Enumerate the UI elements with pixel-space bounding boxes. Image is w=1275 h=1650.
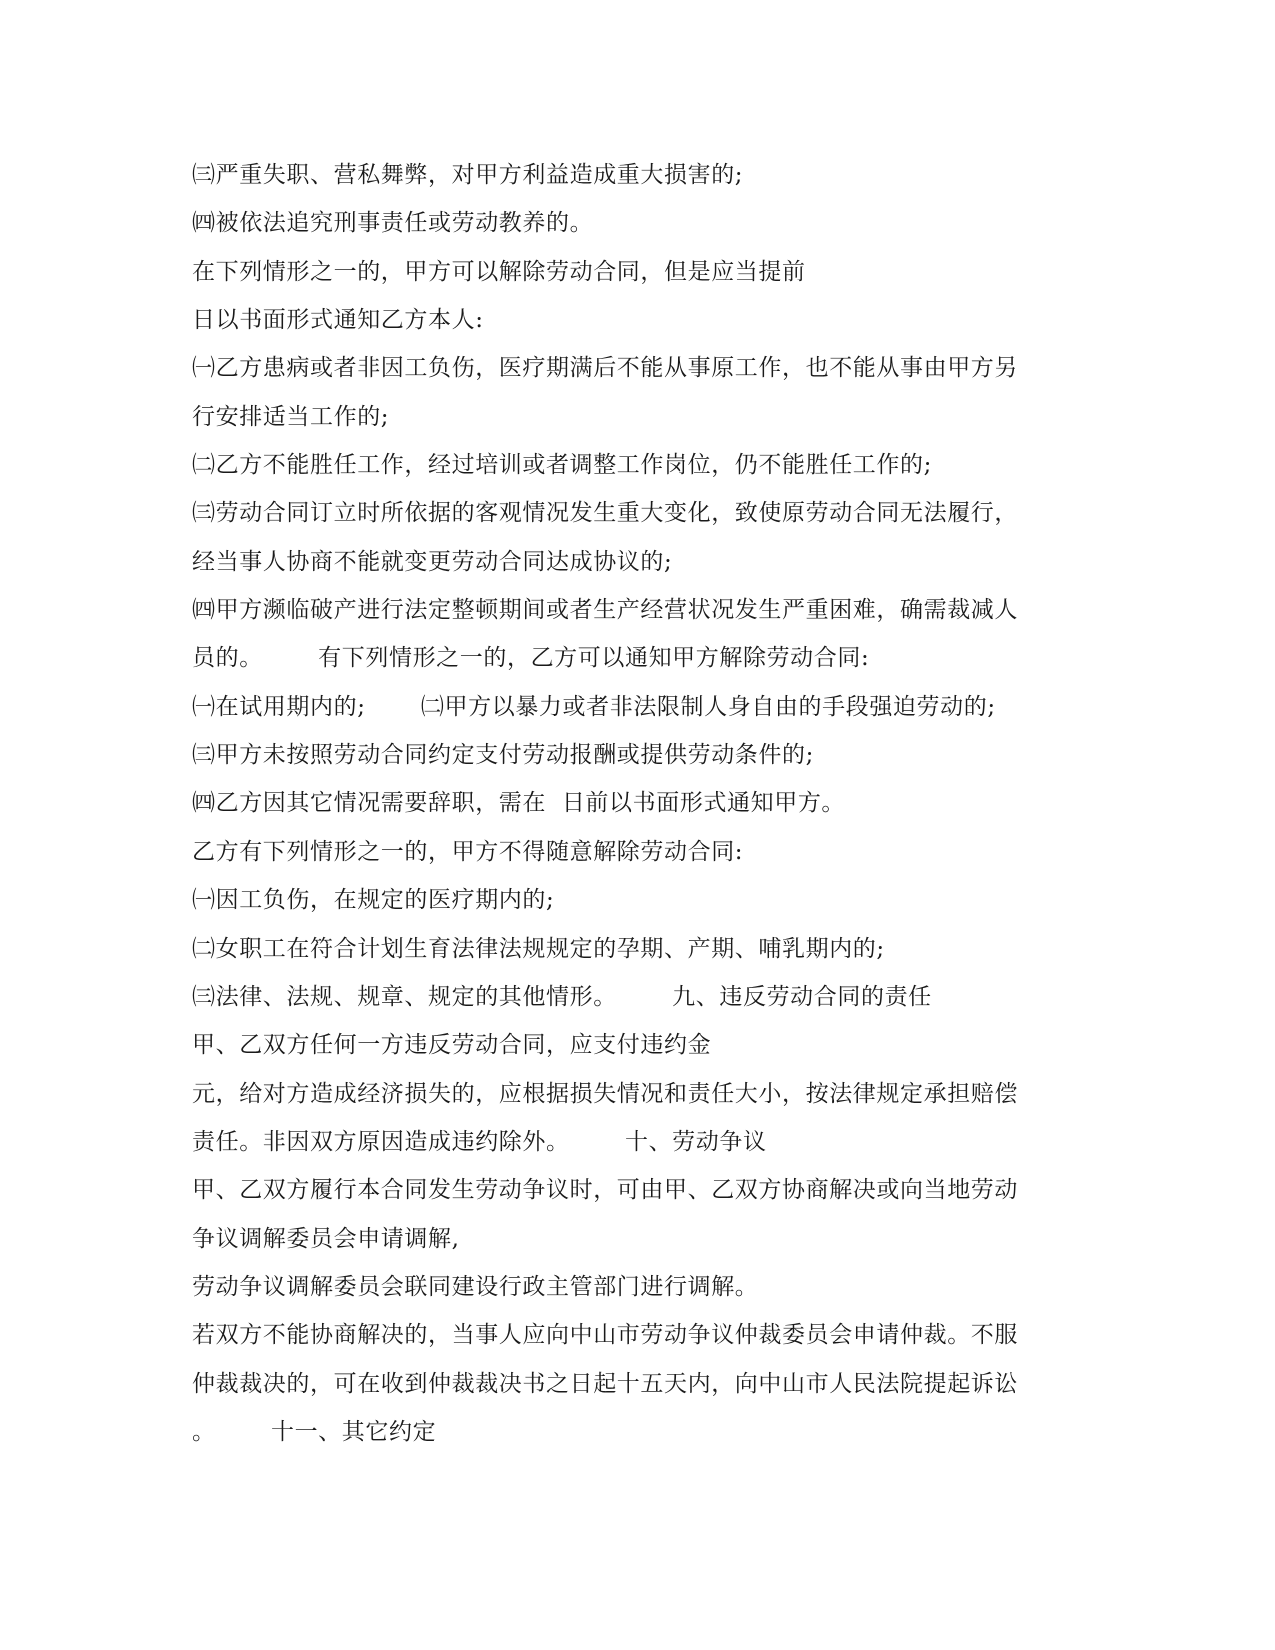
text-line: 争议调解委员会申请调解, bbox=[192, 1225, 460, 1252]
text-line: ㈠因工负伤，在规定的医疗期内的; bbox=[192, 887, 555, 914]
text-line: ㈢劳动合同订立时所依据的客观情况发生重大变化，致使原劳动合同无法履行， bbox=[192, 500, 1018, 527]
text-line: 经当事人协商不能就变更劳动合同达成协议的; bbox=[192, 548, 673, 575]
text-line: 甲、乙双方任何一方违反劳动合同，应支付违约金 bbox=[192, 1032, 712, 1059]
text-line: 元，给对方造成经济损失的，应根据损失情况和责任大小，按法律规定承担赔偿 bbox=[192, 1080, 1018, 1107]
text-line: 员的。 有下列情形之一的，乙方可以通知甲方解除劳动合同: bbox=[192, 645, 870, 672]
text-line: ㈡女职工在符合计划生育法律法规规定的孕期、产期、哺乳期内的; bbox=[192, 935, 885, 962]
text-line: ㈢法律、法规、规章、规定的其他情形。 九、违反劳动合同的责任 bbox=[192, 983, 932, 1010]
text-line: 行安排适当工作的; bbox=[192, 403, 390, 430]
text-line: ㈢严重失职、营私舞弊，对甲方利益造成重大损害的; bbox=[192, 162, 744, 188]
text-line: ㈣乙方因其它情况需要辞职，需在 日前以书面形式通知甲方。 bbox=[192, 790, 846, 817]
text-line: 责任。非因双方原因造成违约除外。 十、劳动争议 bbox=[192, 1128, 767, 1155]
text-line: ㈡乙方不能胜任工作，经过培训或者调整工作岗位，仍不能胜任工作的; bbox=[192, 452, 932, 479]
text-line: 劳动争议调解委员会联同建设行政主管部门进行调解。 bbox=[192, 1273, 759, 1300]
text-line: ㈠在试用期内的; ㈡甲方以暴力或者非法限制人身自由的手段强迫劳动的; bbox=[192, 693, 996, 720]
text-line: ㈣甲方濒临破产进行法定整顿期间或者生产经营状况发生严重困难，确需裁减人 bbox=[192, 597, 1018, 624]
text-line: 日以书面形式通知乙方本人: bbox=[192, 307, 484, 334]
text-line: ㈢甲方未按照劳动合同约定支付劳动报酬或提供劳动条件的; bbox=[192, 742, 814, 769]
text-line: 。 十一、其它约定 bbox=[192, 1418, 437, 1445]
text-line: 在下列情形之一的，甲方可以解除劳动合同，但是应当提前 bbox=[192, 258, 806, 285]
text-line: 甲、乙双方履行本合同发生劳动争议时，可由甲、乙双方协商解决或向当地劳动 bbox=[192, 1177, 1018, 1204]
text-line: 若双方不能协商解决的，当事人应向中山市劳动争议仲裁委员会申请仲裁。不服 bbox=[192, 1322, 1018, 1349]
document-body bbox=[192, 151, 1092, 1456]
text-line: ㈣被依法追究刑事责任或劳动教养的。 bbox=[192, 210, 594, 237]
text-line: 仲裁裁决的，可在收到仲裁裁决书之日起十五天内，向中山市人民法院提起诉讼 bbox=[192, 1370, 1018, 1397]
text-line: ㈠乙方患病或者非因工负伤，医疗期满后不能从事原工作，也不能从事由甲方另 bbox=[192, 355, 1018, 382]
text-line: 乙方有下列情形之一的，甲方不得随意解除劳动合同: bbox=[192, 838, 744, 865]
